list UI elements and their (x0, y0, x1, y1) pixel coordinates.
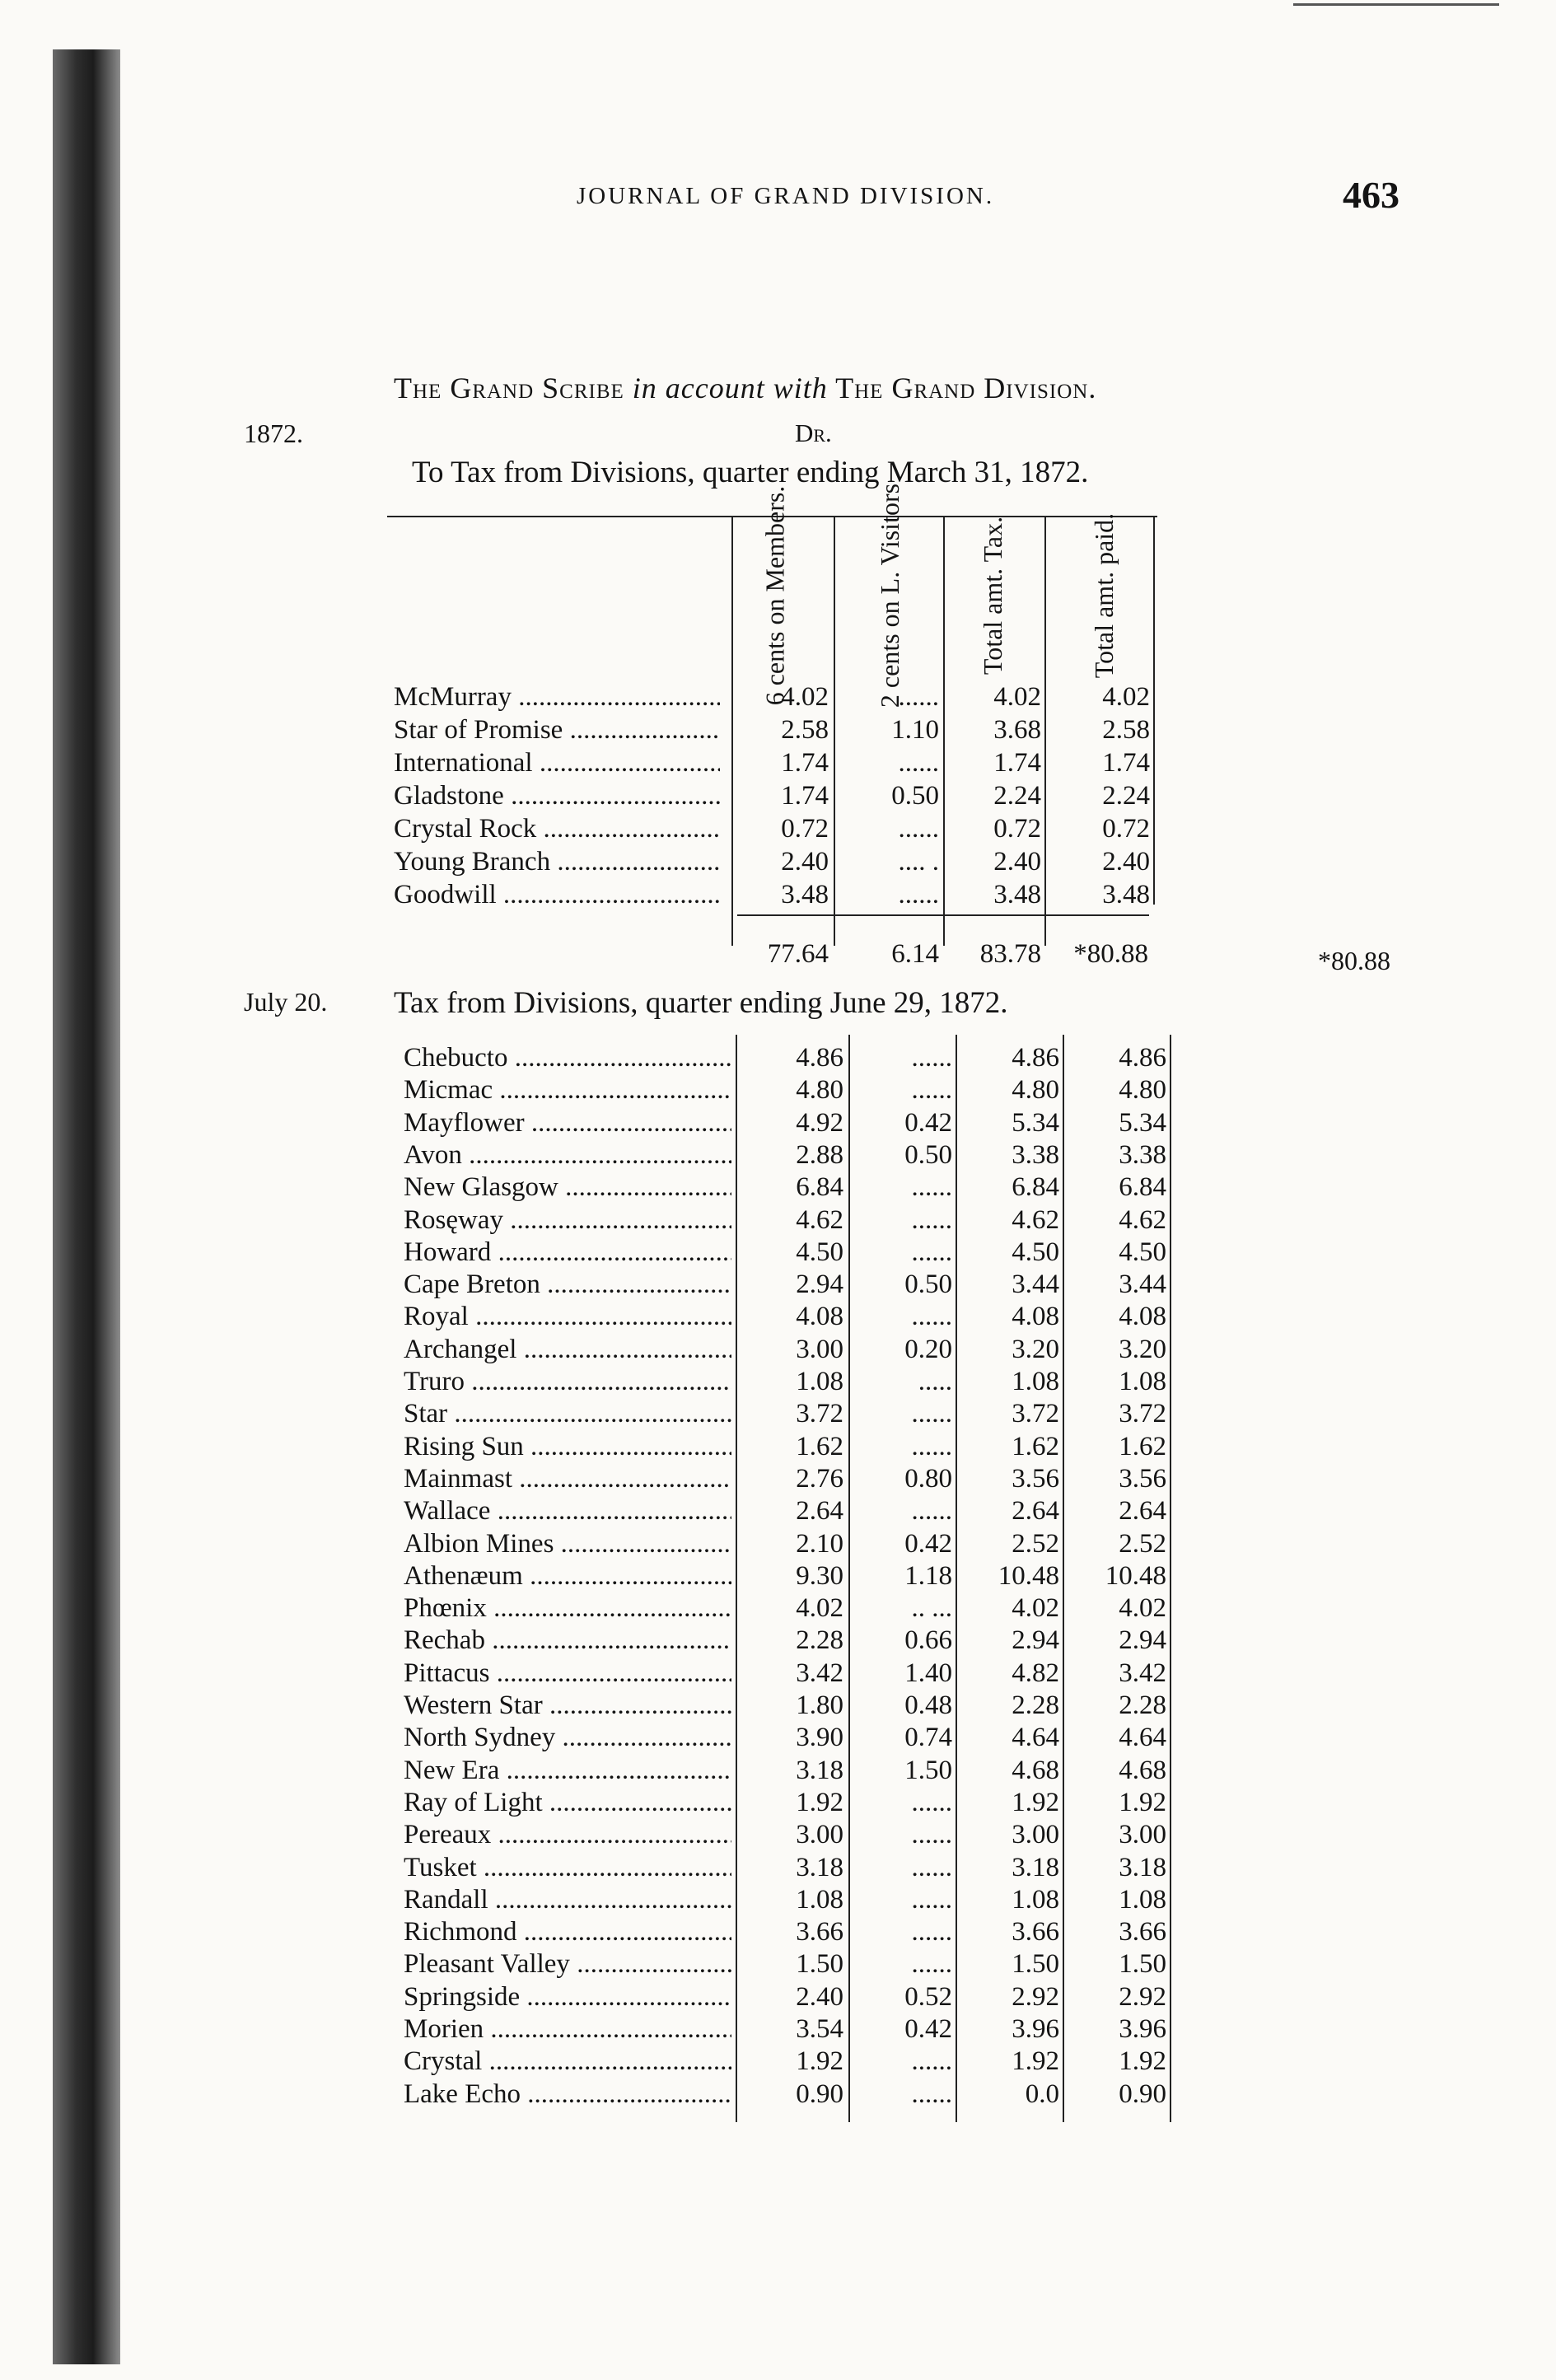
total-tax: 3.66 (1012, 1917, 1059, 1947)
visitors-tax: 0.52 (904, 1981, 952, 2012)
division-name: Wallace ..... (404, 1494, 731, 1527)
total-tax: 10.48 (998, 1560, 1059, 1591)
total-paid: 3.00 (1119, 1820, 1166, 1850)
visitors-tax: ...... (911, 1075, 952, 1106)
table-row (0, 1041, 1556, 1074)
total-tax: 2.28 (1012, 1690, 1059, 1720)
total-tax: 3.68 (993, 715, 1041, 745)
members-tax: 4.02 (781, 682, 829, 712)
table-row (0, 1657, 1556, 1690)
table-row (0, 1430, 1556, 1463)
total-paid: *80.88 (1073, 939, 1148, 969)
visitors-tax: ...... (898, 814, 939, 844)
members-tax: 2.94 (796, 1269, 843, 1300)
members-tax: 3.54 (796, 2014, 843, 2044)
table-row (0, 2045, 1556, 2078)
table-row (0, 1689, 1556, 1722)
members-tax: 4.62 (796, 1204, 843, 1235)
visitors-tax: 1.18 (904, 1560, 952, 1591)
visitors-tax: 0.48 (904, 1690, 952, 1720)
col-header-members: 6 cents on Members. (759, 485, 790, 706)
total-paid: 2.94 (1119, 1625, 1166, 1656)
division-name: Rechab ..... (404, 1624, 731, 1657)
members-tax: 2.76 (796, 1463, 843, 1494)
visitors-tax: ..... (918, 1367, 952, 1396)
total-paid: 4.02 (1119, 1593, 1166, 1624)
visitors-tax: 0.50 (904, 1269, 952, 1300)
total-paid: 4.08 (1119, 1302, 1166, 1332)
total-paid: 4.68 (1119, 1755, 1166, 1785)
table-row (0, 2078, 1556, 2111)
division-name: Gladstone ..... (394, 779, 720, 812)
visitors-tax: ...... (911, 1884, 952, 1915)
visitors-tax: ...... (911, 1787, 952, 1817)
division-name: Truro ..... (404, 1365, 731, 1398)
table-row (0, 1721, 1556, 1754)
total-tax: 0.72 (993, 814, 1041, 844)
quarter2-date: July 20. (244, 987, 328, 1017)
members-tax: 3.00 (796, 1334, 843, 1364)
table-row (0, 1268, 1556, 1301)
members-tax: 9.30 (796, 1560, 843, 1591)
visitors-tax: ...... (911, 1237, 952, 1267)
visitors-tax: ...... (911, 1204, 952, 1235)
total-visitors: 6.14 (891, 939, 939, 969)
table-row (0, 1494, 1556, 1527)
division-name: Young Branch ..... (394, 845, 720, 878)
visitors-tax: ...... (898, 682, 939, 712)
visitors-tax: ...... (911, 1172, 952, 1203)
members-tax: 1.08 (796, 1884, 843, 1915)
total-paid: 4.02 (1102, 682, 1150, 712)
members-tax: 2.64 (796, 1496, 843, 1527)
visitors-tax: ...... (911, 1917, 952, 1947)
total-paid: 2.58 (1102, 715, 1150, 745)
total-paid: 2.28 (1119, 1690, 1166, 1720)
total-paid: 4.64 (1119, 1723, 1166, 1753)
division-name: Athenæum ..... (404, 1559, 731, 1592)
division-name: Albion Mines ..... (404, 1527, 731, 1560)
account-title (394, 371, 1096, 405)
table-row (0, 1333, 1556, 1366)
table-row (0, 1559, 1556, 1592)
members-tax: 4.02 (796, 1593, 843, 1624)
division-name: Archangel ..... (404, 1333, 731, 1366)
members-tax: 3.66 (796, 1917, 843, 1947)
total-paid: 1.74 (1102, 748, 1150, 778)
total-paid: 1.50 (1119, 1949, 1166, 1980)
total-tax: 3.44 (1012, 1269, 1059, 1300)
members-tax: 4.50 (796, 1237, 843, 1267)
total-paid: 3.18 (1119, 1852, 1166, 1882)
division-name: Springside ..... (404, 1980, 731, 2013)
total-tax: 3.72 (1012, 1399, 1059, 1429)
visitors-tax: 1.40 (904, 1658, 952, 1688)
total-tax: 1.08 (1012, 1884, 1059, 1915)
total-tax: 1.62 (1012, 1431, 1059, 1461)
members-tax: 1.80 (796, 1690, 843, 1720)
total-paid: 3.38 (1119, 1139, 1166, 1170)
scan-artifact-line (1293, 3, 1499, 6)
table-row (0, 779, 1556, 812)
total-tax: 3.38 (1012, 1139, 1059, 1170)
account-title-italic: in account with (632, 372, 828, 404)
total-paid: 2.24 (1102, 781, 1150, 811)
visitors-tax: ...... (898, 880, 939, 909)
table-row (0, 1851, 1556, 1884)
total-tax: 3.96 (1012, 2014, 1059, 2044)
visitors-tax: ...... (898, 748, 939, 778)
visitors-tax: 0.42 (904, 2014, 952, 2044)
table-row (0, 1786, 1556, 1819)
total-paid: 3.20 (1119, 1334, 1166, 1364)
total-paid: 2.64 (1119, 1496, 1166, 1527)
total-paid: 3.56 (1119, 1463, 1166, 1494)
total-tax: 3.00 (1012, 1820, 1059, 1850)
quarter1-heading: To Tax from Divisions, quarter ending March 31, 1872. (412, 456, 1089, 489)
total-tax: 4.64 (1012, 1723, 1059, 1753)
total-paid: 0.72 (1102, 814, 1150, 844)
debit-label: Dr. (795, 418, 832, 447)
table-row (0, 1171, 1556, 1204)
division-name: Avon ..... (404, 1139, 731, 1171)
total-paid: 0.90 (1119, 2078, 1166, 2109)
division-name: Howard ..... (404, 1236, 731, 1269)
total-tax: 4.02 (993, 682, 1041, 712)
account-title-part1: The Grand Scribe (394, 372, 633, 404)
table-row (0, 1592, 1556, 1625)
table-row (0, 1818, 1556, 1851)
visitors-tax: 0.50 (904, 1139, 952, 1170)
division-name: Phœnix ..... (404, 1592, 731, 1625)
total-tax: 2.64 (1012, 1496, 1059, 1527)
account-title-part2: The Grand Division. (827, 372, 1097, 404)
total-paid: 2.52 (1119, 1528, 1166, 1559)
total-paid: 1.08 (1119, 1884, 1166, 1915)
visitors-tax: 0.66 (904, 1625, 952, 1656)
members-tax: 1.08 (796, 1367, 843, 1396)
members-tax: 6.84 (796, 1172, 843, 1203)
members-tax: 1.50 (796, 1949, 843, 1980)
total-paid: 6.84 (1119, 1172, 1166, 1203)
members-tax: 1.74 (781, 781, 829, 811)
division-name: Mayflower ..... (404, 1106, 731, 1139)
total-paid: 3.42 (1119, 1658, 1166, 1688)
visitors-tax: ...... (911, 1820, 952, 1850)
total-paid: 3.66 (1119, 1917, 1166, 1947)
total-tax: 6.84 (1012, 1172, 1059, 1203)
division-name: North Sydney ..... (404, 1721, 731, 1754)
division-name: Star of Promise ..... (394, 713, 720, 746)
visitors-tax: .... . (898, 847, 939, 877)
members-tax: 4.92 (796, 1107, 843, 1138)
total-tax: 83.78 (979, 939, 1041, 969)
total-paid: 4.50 (1119, 1237, 1166, 1267)
total-tax: 4.86 (1012, 1043, 1059, 1073)
table-row (0, 878, 1556, 911)
table-row (0, 1754, 1556, 1787)
division-name: Richmond ..... (404, 1915, 731, 1948)
division-name: Western Star ..... (404, 1689, 731, 1722)
division-name: Crystal ..... (404, 2045, 731, 2078)
total-tax: 2.40 (993, 847, 1041, 877)
table-row (0, 713, 1556, 746)
division-name: Goodwill ..... (394, 878, 720, 911)
division-name: Chebucto ..... (404, 1041, 731, 1074)
total-tax: 2.24 (993, 781, 1041, 811)
visitors-tax: 0.42 (904, 1107, 952, 1138)
visitors-tax: ...... (911, 2046, 952, 2077)
division-name: Star ..... (404, 1397, 731, 1430)
table-row (0, 1236, 1556, 1269)
col-header-total-paid: Total amt. paid. (1089, 512, 1119, 679)
total-tax: 2.92 (1012, 1981, 1059, 2012)
visitors-tax: ...... (911, 1399, 952, 1429)
visitors-tax: ...... (911, 1496, 952, 1527)
table-row (0, 2013, 1556, 2046)
visitors-tax: 0.42 (904, 1528, 952, 1559)
total-paid: 4.86 (1119, 1043, 1166, 1073)
table-row (0, 1073, 1556, 1106)
visitors-tax: .. ... (911, 1593, 952, 1624)
total-tax: 3.18 (1012, 1852, 1059, 1882)
members-tax: 1.62 (796, 1431, 843, 1461)
table-row (0, 1204, 1556, 1237)
visitors-tax: ...... (911, 1431, 952, 1461)
total-tax: 5.34 (1012, 1107, 1059, 1138)
members-tax: 0.90 (796, 2078, 843, 2109)
members-tax: 1.74 (781, 748, 829, 778)
table-row (0, 812, 1556, 845)
total-tax: 2.52 (1012, 1528, 1059, 1559)
division-name: Rosęway ..... (404, 1204, 731, 1237)
total-paid: 4.80 (1119, 1075, 1166, 1106)
division-name: Crystal Rock ..... (394, 812, 720, 845)
division-name: Rising Sun ..... (404, 1430, 731, 1463)
total-tax: 4.68 (1012, 1755, 1059, 1785)
margin-total: *80.88 (1318, 946, 1390, 975)
members-tax: 3.48 (781, 880, 829, 909)
running-head: JOURNAL OF GRAND DIVISION. (577, 183, 995, 209)
page-number: 463 (1343, 174, 1399, 216)
members-tax: 3.00 (796, 1820, 843, 1850)
table-row (0, 1947, 1556, 1980)
total-members: 77.64 (767, 939, 829, 969)
division-name: Pereaux ..... (404, 1818, 731, 1851)
members-tax: 4.86 (796, 1043, 843, 1073)
total-paid: 3.72 (1119, 1399, 1166, 1429)
table-row (0, 1106, 1556, 1139)
table-row (0, 746, 1556, 779)
members-tax: 3.72 (796, 1399, 843, 1429)
total-paid: 1.92 (1119, 2046, 1166, 2077)
quarter2-heading: Tax from Divisions, quarter ending June 29, 1872. (394, 986, 1008, 1020)
members-tax: 2.10 (796, 1528, 843, 1559)
table-row (0, 1397, 1556, 1430)
total-paid: 4.62 (1119, 1204, 1166, 1235)
division-name: McMurray ..... (394, 680, 720, 713)
division-name: Ray of Light ..... (404, 1786, 731, 1819)
visitors-tax: 0.74 (904, 1723, 952, 1753)
total-tax: 0.0 (1025, 2078, 1059, 2109)
total-tax: 4.82 (1012, 1658, 1059, 1688)
visitors-tax: ...... (911, 1043, 952, 1073)
division-name: Micmac ..... (404, 1073, 731, 1106)
division-name: Morien ..... (404, 2013, 731, 2046)
table-row (0, 1365, 1556, 1398)
total-tax: 3.20 (1012, 1334, 1059, 1364)
members-tax: 3.18 (796, 1852, 843, 1882)
total-paid: 3.48 (1102, 880, 1150, 909)
members-tax: 1.92 (796, 2046, 843, 2077)
division-name: Randall ..... (404, 1883, 731, 1916)
total-paid: 5.34 (1119, 1107, 1166, 1138)
division-name: Pittacus ..... (404, 1657, 731, 1690)
visitors-tax: ...... (911, 1852, 952, 1882)
col-header-total-tax: Total amt. Tax. (978, 516, 1007, 676)
members-tax: 3.42 (796, 1658, 843, 1688)
year-label: 1872. (244, 418, 303, 448)
total-tax: 3.56 (1012, 1463, 1059, 1494)
total-paid: 3.44 (1119, 1269, 1166, 1300)
members-tax: 2.58 (781, 715, 829, 745)
members-tax: 3.18 (796, 1755, 843, 1785)
division-name: Lake Echo ..... (404, 2078, 731, 2111)
members-tax: 1.92 (796, 1787, 843, 1817)
total-paid: 2.40 (1102, 847, 1150, 877)
total-tax: 1.92 (1012, 1787, 1059, 1817)
total-paid: 3.96 (1119, 2014, 1166, 2044)
total-tax: 4.08 (1012, 1302, 1059, 1332)
visitors-tax: 0.20 (904, 1334, 952, 1364)
division-name: New Era ..... (404, 1754, 731, 1787)
division-name: Royal ..... (404, 1300, 731, 1333)
members-tax: 4.80 (796, 1075, 843, 1106)
table-row (0, 680, 1556, 713)
members-tax: 2.40 (796, 1981, 843, 2012)
table-row (0, 1624, 1556, 1657)
table-row (0, 1462, 1556, 1495)
total-tax: 3.48 (993, 880, 1041, 909)
total-tax: 1.92 (1012, 2046, 1059, 2077)
table-row (0, 845, 1556, 878)
members-tax: 3.90 (796, 1723, 843, 1753)
division-name: Cape Breton ..... (404, 1268, 731, 1301)
total-tax: 1.08 (1012, 1367, 1059, 1396)
members-tax: 0.72 (781, 814, 829, 844)
division-name: International ..... (394, 746, 720, 779)
total-paid: 2.92 (1119, 1981, 1166, 2012)
visitors-tax: 0.50 (891, 781, 939, 811)
total-paid: 1.08 (1119, 1367, 1166, 1396)
col-header-visitors: 2 cents on L. Visitors (875, 483, 905, 708)
total-tax: 4.62 (1012, 1204, 1059, 1235)
total-tax: 4.50 (1012, 1237, 1059, 1267)
members-tax: 4.08 (796, 1302, 843, 1332)
table-row (0, 1915, 1556, 1948)
visitors-tax: 0.80 (904, 1463, 952, 1494)
division-name: Mainmast ..... (404, 1462, 731, 1495)
visitors-tax: ...... (911, 1302, 952, 1332)
total-tax: 4.80 (1012, 1075, 1059, 1106)
total-tax: 1.74 (993, 748, 1041, 778)
total-paid: 10.48 (1105, 1560, 1166, 1591)
table-row (0, 1527, 1556, 1560)
members-tax: 2.40 (781, 847, 829, 877)
division-name: Pleasant Valley ..... (404, 1947, 731, 1980)
total-tax: 1.50 (1012, 1949, 1059, 1980)
total-tax: 4.02 (1012, 1593, 1059, 1624)
visitors-tax: 1.50 (904, 1755, 952, 1785)
members-tax: 2.88 (796, 1139, 843, 1170)
visitors-tax: 1.10 (891, 715, 939, 745)
division-name: New Glasgow ..... (404, 1171, 731, 1204)
total-paid: 1.92 (1119, 1787, 1166, 1817)
table-row (0, 1883, 1556, 1916)
total-tax: 2.94 (1012, 1625, 1059, 1656)
table-row (0, 1980, 1556, 2013)
table-row (0, 1139, 1556, 1171)
visitors-tax: ...... (911, 1949, 952, 1980)
totals-rule (737, 914, 1149, 916)
members-tax: 2.28 (796, 1625, 843, 1656)
visitors-tax: ...... (911, 2078, 952, 2109)
total-paid: 1.62 (1119, 1431, 1166, 1461)
table-row (0, 1300, 1556, 1333)
division-name: Tusket ..... (404, 1851, 731, 1884)
